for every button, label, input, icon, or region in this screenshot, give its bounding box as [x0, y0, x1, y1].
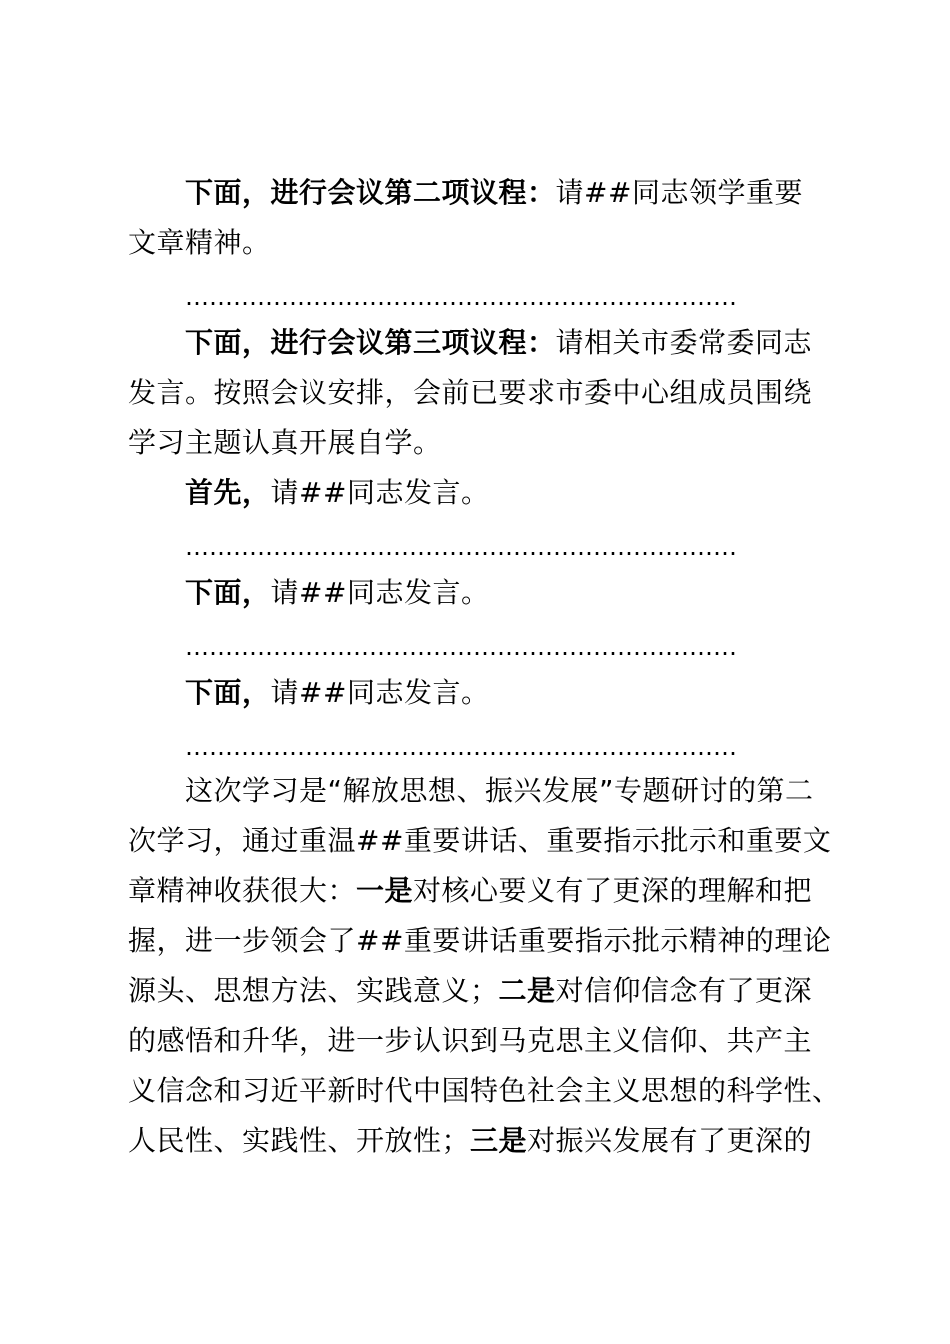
agenda-item-3-line-1: [185, 318, 845, 368]
speaker-1-line: [185, 468, 845, 518]
speaker-3-lead: 下面，: [185, 676, 271, 709]
agenda-item-3-line-2: 发言。按照会议安排，会前已要求市委中心组成员围绕: [128, 376, 813, 409]
speaker-3-text: 请##同志发言。: [270, 676, 490, 709]
summary-line-6: 的感悟和升华，进一步认识到马克思主义信仰、共产主: [128, 1024, 813, 1057]
summary-line-8-a: 人民性、实践性、开放性；: [128, 1124, 471, 1157]
speaker-3-line: [185, 668, 845, 718]
ellipsis-separator-1: ……………………………………………………………: [185, 283, 737, 311]
point-two-label: 二是: [498, 974, 556, 1007]
summary-line-5-c: 对信仰信念有了更深: [555, 974, 813, 1007]
agenda-item-2-heading: 下面，进行会议第二项议程：: [185, 176, 556, 209]
agenda-item-3-text: 请相关市委常委同志: [555, 326, 813, 359]
summary-line-8: [128, 1116, 838, 1166]
summary-line-8-c: 对振兴发展有了更深的: [527, 1124, 813, 1157]
ellipsis-separator-2: ……………………………………………………………: [185, 533, 737, 561]
agenda-item-3-heading: 下面，进行会议第三项议程：: [185, 326, 556, 359]
point-three-label: 三是: [470, 1124, 528, 1157]
summary-line-1: 这次学习是“解放思想、振兴发展”专题研讨的第二: [185, 774, 814, 807]
agenda-item-2-text: 请##同志领学重要: [555, 176, 803, 209]
summary-line-5: [128, 966, 838, 1016]
summary-line-3-a: 章精神收获很大：: [128, 874, 357, 907]
speaker-1-lead: 首先，: [185, 476, 271, 509]
speaker-2-line: [185, 568, 845, 618]
summary-line-2: 次学习，通过重温##重要讲话、重要指示批示和重要文: [128, 824, 832, 857]
summary-line-3: [128, 866, 838, 916]
summary-line-5-a: 源头、思想方法、实践意义；: [128, 974, 499, 1007]
agenda-item-3-line-3: 学习主题认真开展自学。: [128, 426, 442, 459]
summary-line-4: 握，进一步领会了##重要讲话重要指示批示精神的理论: [128, 924, 832, 957]
agenda-item-2-line-1: [185, 168, 845, 218]
summary-line-3-c: 对核心要义有了更深的理解和把: [413, 874, 813, 907]
ellipsis-separator-3: ……………………………………………………………: [185, 633, 737, 661]
summary-line-7: 义信念和习近平新时代中国特色社会主义思想的科学性、: [128, 1074, 841, 1107]
agenda-item-2-line-2: 文章精神。: [128, 226, 271, 259]
speaker-2-text: 请##同志发言。: [270, 576, 490, 609]
speaker-1-text: 请##同志发言。: [270, 476, 490, 509]
point-one-label: 一是: [356, 874, 414, 907]
ellipsis-separator-4: ……………………………………………………………: [185, 733, 737, 761]
speaker-2-lead: 下面，: [185, 576, 271, 609]
